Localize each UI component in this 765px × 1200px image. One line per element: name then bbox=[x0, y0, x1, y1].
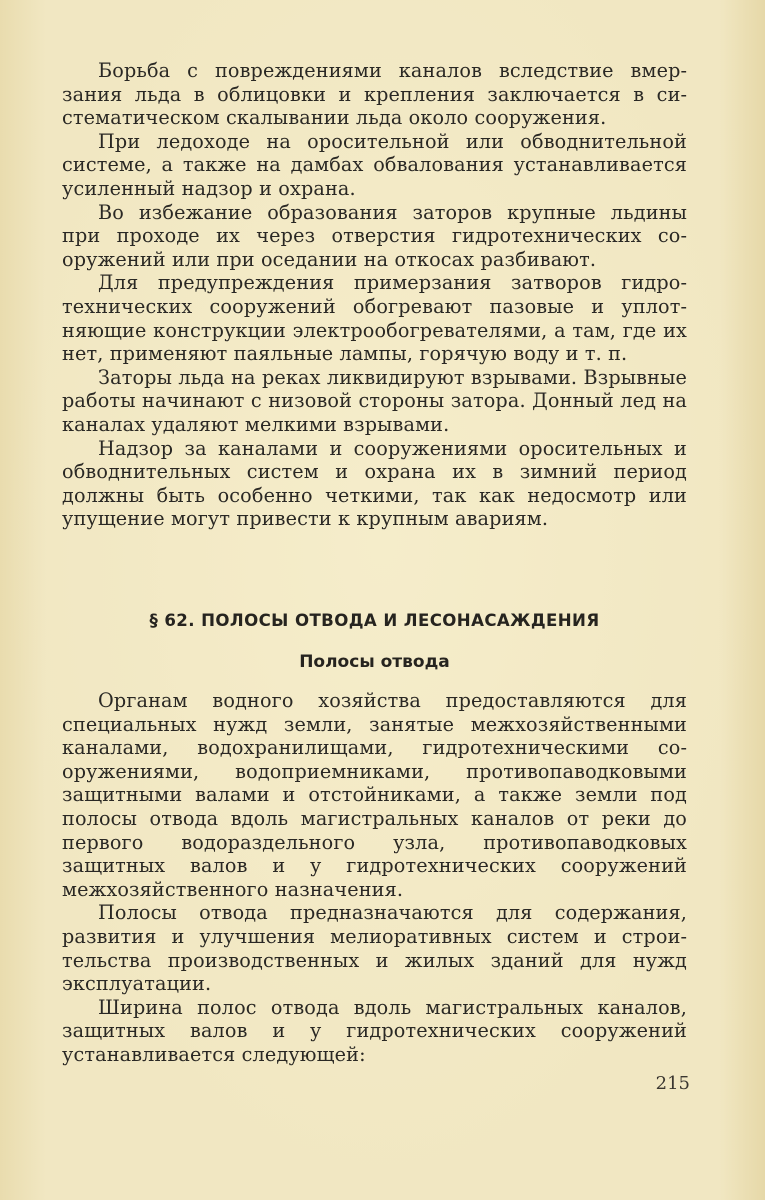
paragraph-winter-supervision: Надзор за каналами и сооружениями оросительных и обводнительных систем и охрана их в зимний период должны быть особенно четкими, так как недосмотр или упущение могут привести к крупным авариям. bbox=[62, 436, 687, 531]
page-number: 215 bbox=[655, 1073, 690, 1094]
paragraph-gate-freezing: Для предупреждения примерзания затворов гидротехнических сооружений обогревают пазовые и уплотняющие конструкции электрообогревателями, а там, где их нет, применяют паяльные лампы, горячую воду и т. п. bbox=[62, 271, 687, 366]
bottom-text-block bbox=[62, 689, 687, 1067]
paragraph-strip-purpose: Полосы отвода предназначаются для содержания, развития и улучшения мелиоративных систем и строительства производственных и жилых зданий для нужд эксплуатации. bbox=[62, 901, 687, 996]
paragraph-ice-drift: При ледоходе на оросительной или обводнительной системе, а также на дамбах обвалования устанавливается усиленный надзор и охрана. bbox=[62, 129, 687, 200]
top-text-block bbox=[62, 59, 687, 531]
paragraph-water-authority-lands: Органам водного хозяйства предоставляются для специальных нужд земли, занятые межхозяйственными каналами, водохранилищами, гидротехническими сооружениями, водоприемниками, противопаводковыми защитными валами и отстойниками, а также земли под полосы отвода вдоль магистральных каналов от реки до первого водораздельного узла, противопаводковых защитных валов и у гидротехнических сооружений межхозяйственного назначения. bbox=[62, 689, 687, 901]
subheading: Полосы отвода bbox=[299, 652, 450, 672]
paragraph-ice-damage: Борьба с повреждениями каналов вследствие вмерзания льда в облицовки и крепления заключается в систематическом скалывании льда около сооружения. bbox=[62, 59, 687, 130]
paragraph-strip-width: Ширина полос отвода вдоль магистральных каналов, защитных валов и у гидротехнических сооружений устанавливается следующей: bbox=[62, 995, 687, 1066]
paragraph-river-ice-jams: Заторы льда на реках ликвидируют взрывами. Взрывные работы начинают с низовой стороны затора. Донный лед на каналах удаляют мелкими взрывами. bbox=[62, 365, 687, 436]
section-heading: § 62. ПОЛОСЫ ОТВОДА И ЛЕСОНАСАЖДЕНИЯ bbox=[149, 611, 600, 630]
paragraph-ice-jams-structures: Во избежание образования заторов крупные льдины при проходе их через отверстия гидротехнических сооружений или при оседании на откосах разбивают. bbox=[62, 200, 687, 271]
